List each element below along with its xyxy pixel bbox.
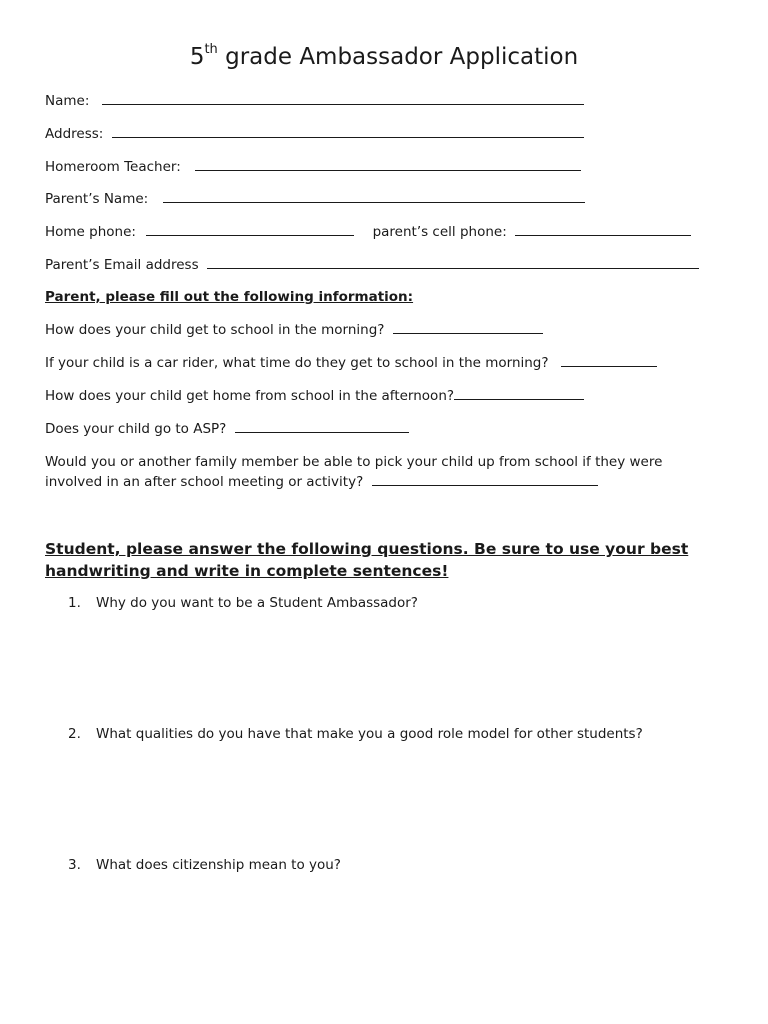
parent-name-blank[interactable] — [163, 190, 585, 203]
parent-question-2-text: If your child is a car rider, what time do they get to school in the morning? — [45, 355, 549, 371]
title-superscript: th — [204, 42, 218, 58]
parent-question-2 — [45, 354, 657, 371]
parent-question-4 — [45, 420, 409, 437]
parent-name-field-row — [45, 190, 585, 207]
parent-question-3-text: How does your child get home from school in the afternoon? — [45, 388, 455, 404]
address-label: Address: — [45, 126, 104, 142]
student-answer-1-area[interactable] — [96, 618, 696, 718]
name-field-row — [45, 92, 584, 109]
homeroom-teacher-field-row — [45, 158, 581, 175]
parent-cell-phone-label: parent’s cell phone: — [372, 224, 507, 240]
student-question-3-text: What does citizenship mean to you? — [96, 857, 341, 873]
homeroom-teacher-blank[interactable] — [195, 158, 581, 171]
address-field-row — [45, 125, 584, 142]
parent-question-5-blank[interactable] — [372, 473, 598, 486]
parent-question-2-blank[interactable] — [561, 354, 657, 367]
parent-cell-phone-blank[interactable] — [515, 223, 691, 236]
student-question-1-text: Why do you want to be a Student Ambassador? — [96, 595, 418, 611]
parent-email-blank[interactable] — [207, 256, 699, 269]
parent-name-label: Parent’s Name: — [45, 191, 149, 207]
page-title — [0, 44, 768, 70]
student-question-1 — [68, 595, 418, 611]
parent-question-5-line-1: Would you or another family member be able to pick your child up from school if they were — [45, 454, 663, 470]
parent-question-3-blank[interactable] — [454, 387, 584, 400]
parent-question-3 — [45, 387, 584, 404]
student-question-2-number: 2. — [68, 726, 81, 742]
parent-question-5-line-2: involved in an after school meeting or activity? — [45, 474, 364, 490]
student-question-3 — [68, 857, 341, 873]
student-question-3-number: 3. — [68, 857, 81, 873]
parent-email-label: Parent’s Email address — [45, 257, 199, 273]
name-label: Name: — [45, 93, 90, 109]
home-phone-label: Home phone: — [45, 224, 136, 240]
parent-section-heading: Parent, please fill out the following information: — [45, 289, 414, 305]
parent-question-5 — [45, 452, 725, 492]
address-blank[interactable] — [112, 125, 584, 138]
parent-question-5-line-2-row — [45, 472, 725, 492]
parent-question-1-blank[interactable] — [393, 321, 543, 334]
student-answer-3-area[interactable] — [96, 880, 696, 1000]
student-section-heading — [45, 538, 725, 582]
title-number: 5 — [189, 44, 205, 70]
student-question-2 — [68, 726, 643, 742]
student-question-1-number: 1. — [68, 595, 81, 611]
home-phone-blank[interactable] — [146, 223, 354, 236]
title-text: grade Ambassador Application — [217, 44, 579, 70]
parent-question-1-text: How does your child get to school in the morning? — [45, 322, 385, 338]
parent-question-4-text: Does your child go to ASP? — [45, 421, 227, 437]
name-blank[interactable] — [102, 92, 584, 105]
student-heading-line-1: Student, please answer the following questions. Be sure to use your best — [45, 540, 689, 558]
student-answer-2-area[interactable] — [96, 749, 696, 849]
parent-email-field-row — [45, 256, 699, 273]
parent-question-4-blank[interactable] — [235, 420, 409, 433]
homeroom-teacher-label: Homeroom Teacher: — [45, 159, 181, 175]
parent-question-1 — [45, 321, 543, 338]
student-heading-line-2: handwriting and write in complete sentences! — [45, 562, 449, 580]
phone-field-row — [45, 223, 691, 240]
student-question-2-text: What qualities do you have that make you a good role model for other students? — [96, 726, 643, 742]
